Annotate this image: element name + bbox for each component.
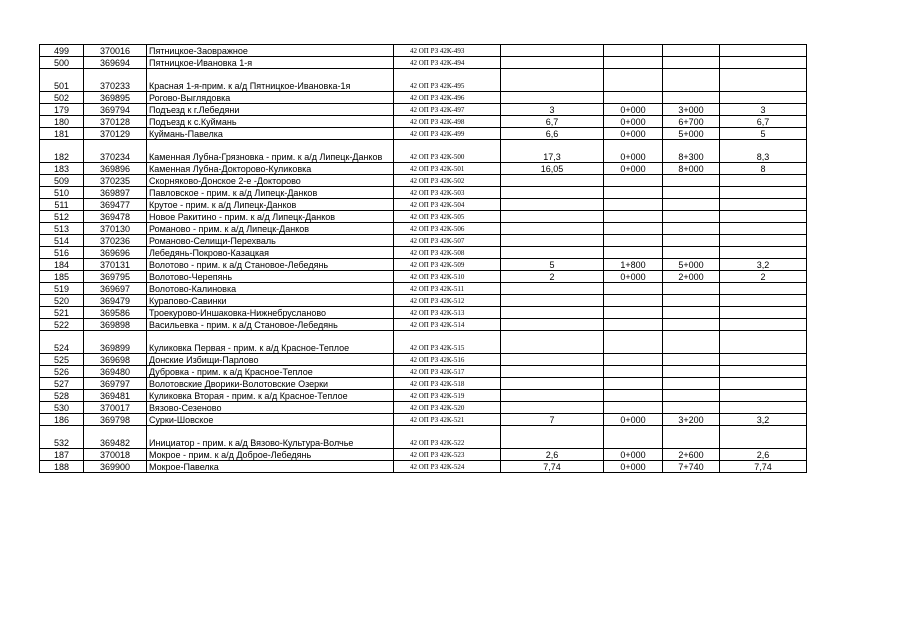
km-start-cell: [604, 175, 663, 187]
km-start-cell: [604, 331, 663, 354]
km-start-cell: [604, 247, 663, 259]
table-row: [40, 354, 807, 366]
km-start-cell: [604, 390, 663, 402]
table-row: [40, 187, 807, 199]
road-id-cell: 369480: [84, 366, 147, 378]
km-start-cell: [604, 295, 663, 307]
length-total-cell: [720, 354, 807, 366]
road-name-cell: Пятницкое-Ивановка 1-я: [147, 57, 394, 69]
length-total-cell: [720, 366, 807, 378]
road-id-cell: 369694: [84, 57, 147, 69]
table-row: [40, 259, 807, 271]
table-row: [40, 449, 807, 461]
row-number-cell: 183: [40, 163, 84, 175]
table-row: [40, 57, 807, 69]
road-id-cell: 369478: [84, 211, 147, 223]
road-name-cell: Васильевка - прим. к а/д Становое-Лебедянь: [147, 319, 394, 331]
length-total-cell: [720, 187, 807, 199]
road-id-cell: 370234: [84, 140, 147, 163]
km-start-cell: 0+000: [604, 271, 663, 283]
row-number-cell: 516: [40, 247, 84, 259]
table-row: [40, 283, 807, 295]
km-end-cell: [663, 283, 720, 295]
length-total-cell: 8,3: [720, 140, 807, 163]
road-name-cell: Каменная Лубна-Докторово-Куликовка: [147, 163, 394, 175]
road-length-cell: 2,6: [501, 449, 604, 461]
length-total-cell: 2,6: [720, 449, 807, 461]
road-length-cell: [501, 92, 604, 104]
road-id-cell: 370233: [84, 69, 147, 92]
road-length-cell: [501, 187, 604, 199]
km-start-cell: 0+000: [604, 116, 663, 128]
road-code-cell: 42 ОП РЗ 42К-524: [394, 461, 501, 473]
km-start-cell: [604, 45, 663, 57]
road-id-cell: 369586: [84, 307, 147, 319]
km-end-cell: 5+000: [663, 128, 720, 140]
table-row: [40, 235, 807, 247]
km-start-cell: [604, 57, 663, 69]
road-id-cell: 370130: [84, 223, 147, 235]
road-name-cell: Куликовка Вторая - прим. к а/д Красное-Теплое: [147, 390, 394, 402]
km-end-cell: [663, 235, 720, 247]
road-length-cell: [501, 175, 604, 187]
road-code-cell: 42 ОП РЗ 42К-508: [394, 247, 501, 259]
road-id-cell: 369795: [84, 271, 147, 283]
km-end-cell: [663, 45, 720, 57]
length-total-cell: 3,2: [720, 414, 807, 426]
road-length-cell: [501, 378, 604, 390]
length-total-cell: [720, 92, 807, 104]
road-length-cell: [501, 69, 604, 92]
length-total-cell: 2: [720, 271, 807, 283]
road-length-cell: [501, 211, 604, 223]
road-code-cell: 42 ОП РЗ 42К-499: [394, 128, 501, 140]
road-name-cell: Романово-Селищи-Перехваль: [147, 235, 394, 247]
km-end-cell: [663, 175, 720, 187]
road-code-cell: 42 ОП РЗ 42К-518: [394, 378, 501, 390]
km-end-cell: [663, 69, 720, 92]
table-row: [40, 128, 807, 140]
length-total-cell: [720, 390, 807, 402]
road-code-cell: 42 ОП РЗ 42К-510: [394, 271, 501, 283]
length-total-cell: 3: [720, 104, 807, 116]
road-code-cell: 42 ОП РЗ 42К-517: [394, 366, 501, 378]
road-id-cell: 369794: [84, 104, 147, 116]
road-length-cell: [501, 223, 604, 235]
row-number-cell: 182: [40, 140, 84, 163]
road-name-cell: Куликовка Первая - прим. к а/д Красное-Теплое: [147, 331, 394, 354]
km-start-cell: [604, 354, 663, 366]
table-row: [40, 140, 807, 163]
road-code-cell: 42 ОП РЗ 42К-511: [394, 283, 501, 295]
km-end-cell: [663, 307, 720, 319]
row-number-cell: 185: [40, 271, 84, 283]
length-total-cell: [720, 235, 807, 247]
length-total-cell: [720, 307, 807, 319]
table-row: [40, 366, 807, 378]
road-id-cell: 370016: [84, 45, 147, 57]
km-start-cell: 0+000: [604, 414, 663, 426]
km-end-cell: 6+700: [663, 116, 720, 128]
table-row: [40, 211, 807, 223]
road-code-cell: 42 ОП РЗ 42К-505: [394, 211, 501, 223]
length-total-cell: [720, 223, 807, 235]
road-id-cell: 369481: [84, 390, 147, 402]
km-end-cell: [663, 57, 720, 69]
road-length-cell: 6,6: [501, 128, 604, 140]
table-row: [40, 175, 807, 187]
km-end-cell: 3+200: [663, 414, 720, 426]
road-name-cell: Мокрое - прим. к а/д Доброе-Лебедянь: [147, 449, 394, 461]
road-name-cell: Каменная Лубна-Грязновка - прим. к а/д Липецк-Данков: [147, 140, 394, 163]
road-name-cell: Курапово-Савинки: [147, 295, 394, 307]
km-end-cell: [663, 378, 720, 390]
row-number-cell: 184: [40, 259, 84, 271]
km-end-cell: [663, 366, 720, 378]
km-end-cell: [663, 187, 720, 199]
km-end-cell: [663, 319, 720, 331]
row-number-cell: 513: [40, 223, 84, 235]
table-row: [40, 319, 807, 331]
road-code-cell: 42 ОП РЗ 42К-521: [394, 414, 501, 426]
road-code-cell: 42 ОП РЗ 42К-507: [394, 235, 501, 247]
road-id-cell: 369477: [84, 199, 147, 211]
row-number-cell: 181: [40, 128, 84, 140]
km-end-cell: 7+740: [663, 461, 720, 473]
road-name-cell: Крутое - прим. к а/д Липецк-Данков: [147, 199, 394, 211]
length-total-cell: [720, 426, 807, 449]
row-number-cell: 520: [40, 295, 84, 307]
road-id-cell: 369698: [84, 354, 147, 366]
road-id-cell: 369696: [84, 247, 147, 259]
row-number-cell: 179: [40, 104, 84, 116]
km-start-cell: [604, 92, 663, 104]
km-end-cell: 2+000: [663, 271, 720, 283]
road-length-cell: 7,74: [501, 461, 604, 473]
table-row: [40, 247, 807, 259]
road-code-cell: 42 ОП РЗ 42К-503: [394, 187, 501, 199]
road-length-cell: [501, 307, 604, 319]
row-number-cell: 528: [40, 390, 84, 402]
road-id-cell: 370131: [84, 259, 147, 271]
road-name-cell: Сурки-Шовское: [147, 414, 394, 426]
km-end-cell: [663, 402, 720, 414]
road-id-cell: 369899: [84, 331, 147, 354]
road-code-cell: 42 ОП РЗ 42К-497: [394, 104, 501, 116]
road-length-cell: 2: [501, 271, 604, 283]
length-total-cell: [720, 319, 807, 331]
road-length-cell: 5: [501, 259, 604, 271]
length-total-cell: 3,2: [720, 259, 807, 271]
road-length-cell: [501, 402, 604, 414]
road-code-cell: 42 ОП РЗ 42К-514: [394, 319, 501, 331]
road-code-cell: 42 ОП РЗ 42К-522: [394, 426, 501, 449]
road-id-cell: 370018: [84, 449, 147, 461]
length-total-cell: [720, 402, 807, 414]
roads-table: [39, 44, 807, 473]
table-row: [40, 307, 807, 319]
km-end-cell: 3+000: [663, 104, 720, 116]
road-code-cell: 42 ОП РЗ 42К-506: [394, 223, 501, 235]
road-id-cell: 370128: [84, 116, 147, 128]
km-end-cell: [663, 390, 720, 402]
road-code-cell: 42 ОП РЗ 42К-513: [394, 307, 501, 319]
road-name-cell: Куймань-Павелка: [147, 128, 394, 140]
table-row: [40, 426, 807, 449]
road-code-cell: 42 ОП РЗ 42К-515: [394, 331, 501, 354]
road-id-cell: 370017: [84, 402, 147, 414]
table-row: [40, 104, 807, 116]
km-end-cell: [663, 295, 720, 307]
road-code-cell: 42 ОП РЗ 42К-520: [394, 402, 501, 414]
road-code-cell: 42 ОП РЗ 42К-516: [394, 354, 501, 366]
row-number-cell: 500: [40, 57, 84, 69]
km-end-cell: [663, 247, 720, 259]
road-name-cell: Красная 1-я-прим. к а/д Пятницкое-Ивановка-1я: [147, 69, 394, 92]
row-number-cell: 521: [40, 307, 84, 319]
row-number-cell: 532: [40, 426, 84, 449]
row-number-cell: 502: [40, 92, 84, 104]
road-name-cell: Подъезд к с.Куймань: [147, 116, 394, 128]
table-row: [40, 295, 807, 307]
road-code-cell: 42 ОП РЗ 42К-493: [394, 45, 501, 57]
length-total-cell: [720, 247, 807, 259]
km-end-cell: [663, 223, 720, 235]
road-name-cell: Скорняково-Донское 2-е -Докторово: [147, 175, 394, 187]
road-code-cell: 42 ОП РЗ 42К-501: [394, 163, 501, 175]
road-id-cell: 369479: [84, 295, 147, 307]
row-number-cell: 187: [40, 449, 84, 461]
road-name-cell: Волотово-Черепянь: [147, 271, 394, 283]
km-end-cell: 5+000: [663, 259, 720, 271]
row-number-cell: 188: [40, 461, 84, 473]
road-length-cell: [501, 235, 604, 247]
length-total-cell: 5: [720, 128, 807, 140]
length-total-cell: [720, 211, 807, 223]
table-row: [40, 390, 807, 402]
table-row: [40, 271, 807, 283]
road-name-cell: Волотово-Калиновка: [147, 283, 394, 295]
table-row: [40, 69, 807, 92]
km-end-cell: [663, 199, 720, 211]
road-code-cell: 42 ОП РЗ 42К-500: [394, 140, 501, 163]
length-total-cell: [720, 199, 807, 211]
road-name-cell: Вязово-Сезеново: [147, 402, 394, 414]
length-total-cell: 7,74: [720, 461, 807, 473]
km-end-cell: 2+600: [663, 449, 720, 461]
table-row: [40, 461, 807, 473]
table-row: [40, 378, 807, 390]
table-row: [40, 402, 807, 414]
km-start-cell: [604, 366, 663, 378]
row-number-cell: 501: [40, 69, 84, 92]
row-number-cell: 530: [40, 402, 84, 414]
km-start-cell: [604, 69, 663, 92]
road-id-cell: 370236: [84, 235, 147, 247]
row-number-cell: 519: [40, 283, 84, 295]
table-row: [40, 45, 807, 57]
table-body: [40, 45, 807, 473]
row-number-cell: 525: [40, 354, 84, 366]
road-name-cell: Донские Избищи-Парлово: [147, 354, 394, 366]
road-code-cell: 42 ОП РЗ 42К-512: [394, 295, 501, 307]
table-row: [40, 116, 807, 128]
table-row: [40, 331, 807, 354]
table-row: [40, 92, 807, 104]
road-name-cell: Пятницкое-Заовражное: [147, 45, 394, 57]
length-total-cell: [720, 283, 807, 295]
km-start-cell: 0+000: [604, 128, 663, 140]
road-id-cell: 369895: [84, 92, 147, 104]
row-number-cell: 522: [40, 319, 84, 331]
road-id-cell: 369697: [84, 283, 147, 295]
row-number-cell: 180: [40, 116, 84, 128]
row-number-cell: 527: [40, 378, 84, 390]
row-number-cell: 512: [40, 211, 84, 223]
row-number-cell: 499: [40, 45, 84, 57]
road-name-cell: Мокрое-Павелка: [147, 461, 394, 473]
road-name-cell: Рогово-Выглядовка: [147, 92, 394, 104]
length-total-cell: 8: [720, 163, 807, 175]
km-start-cell: [604, 211, 663, 223]
road-length-cell: [501, 426, 604, 449]
km-end-cell: 8+300: [663, 140, 720, 163]
length-total-cell: [720, 331, 807, 354]
km-end-cell: [663, 331, 720, 354]
road-code-cell: 42 ОП РЗ 42К-519: [394, 390, 501, 402]
road-name-cell: Волотово - прим. к а/д Становое-Лебедянь: [147, 259, 394, 271]
road-name-cell: Волотовские Дворики-Волотовские Озерки: [147, 378, 394, 390]
length-total-cell: [720, 295, 807, 307]
road-length-cell: [501, 331, 604, 354]
road-length-cell: [501, 283, 604, 295]
road-length-cell: 7: [501, 414, 604, 426]
row-number-cell: 509: [40, 175, 84, 187]
road-length-cell: [501, 295, 604, 307]
row-number-cell: 514: [40, 235, 84, 247]
road-length-cell: [501, 57, 604, 69]
road-name-cell: Инициатор - прим. к а/д Вязово-Культура-Волчье: [147, 426, 394, 449]
table-row: [40, 199, 807, 211]
road-length-cell: 6,7: [501, 116, 604, 128]
length-total-cell: [720, 45, 807, 57]
road-id-cell: 369896: [84, 163, 147, 175]
road-length-cell: [501, 366, 604, 378]
km-start-cell: [604, 187, 663, 199]
length-total-cell: [720, 175, 807, 187]
km-start-cell: [604, 199, 663, 211]
length-total-cell: 6,7: [720, 116, 807, 128]
row-number-cell: 511: [40, 199, 84, 211]
road-length-cell: [501, 199, 604, 211]
km-start-cell: 0+000: [604, 104, 663, 116]
km-start-cell: [604, 319, 663, 331]
row-number-cell: 526: [40, 366, 84, 378]
length-total-cell: [720, 57, 807, 69]
km-start-cell: [604, 307, 663, 319]
road-name-cell: Троекурово-Иншаковка-Нижнебрусланово: [147, 307, 394, 319]
road-id-cell: 370235: [84, 175, 147, 187]
km-end-cell: [663, 426, 720, 449]
table-row: [40, 414, 807, 426]
road-length-cell: [501, 247, 604, 259]
road-length-cell: [501, 354, 604, 366]
road-id-cell: 369482: [84, 426, 147, 449]
km-end-cell: [663, 211, 720, 223]
road-id-cell: 369900: [84, 461, 147, 473]
road-id-cell: 369797: [84, 378, 147, 390]
km-start-cell: [604, 378, 663, 390]
table-row: [40, 163, 807, 175]
road-code-cell: 42 ОП РЗ 42К-504: [394, 199, 501, 211]
road-length-cell: [501, 45, 604, 57]
road-length-cell: [501, 390, 604, 402]
km-start-cell: [604, 283, 663, 295]
row-number-cell: 186: [40, 414, 84, 426]
road-name-cell: Дубровка - прим. к а/д Красное-Теплое: [147, 366, 394, 378]
road-name-cell: Новое Ракитино - прим. к а/д Липецк-Данков: [147, 211, 394, 223]
road-name-cell: Павловское - прим. к а/д Липецк-Данков: [147, 187, 394, 199]
km-start-cell: [604, 235, 663, 247]
row-number-cell: 510: [40, 187, 84, 199]
road-length-cell: 3: [501, 104, 604, 116]
road-id-cell: 370129: [84, 128, 147, 140]
road-code-cell: 42 ОП РЗ 42К-496: [394, 92, 501, 104]
km-end-cell: [663, 354, 720, 366]
road-code-cell: 42 ОП РЗ 42К-494: [394, 57, 501, 69]
row-number-cell: 524: [40, 331, 84, 354]
km-start-cell: 1+800: [604, 259, 663, 271]
road-code-cell: 42 ОП РЗ 42К-523: [394, 449, 501, 461]
road-code-cell: 42 ОП РЗ 42К-495: [394, 69, 501, 92]
road-name-cell: Подъезд к г.Лебедяни: [147, 104, 394, 116]
km-start-cell: [604, 426, 663, 449]
km-start-cell: 0+000: [604, 163, 663, 175]
road-name-cell: Лебедянь-Покрово-Казацкая: [147, 247, 394, 259]
km-end-cell: [663, 92, 720, 104]
road-id-cell: 369898: [84, 319, 147, 331]
road-id-cell: 369897: [84, 187, 147, 199]
road-name-cell: Романово - прим. к а/д Липецк-Данков: [147, 223, 394, 235]
road-id-cell: 369798: [84, 414, 147, 426]
road-length-cell: 16,05: [501, 163, 604, 175]
road-code-cell: 42 ОП РЗ 42К-509: [394, 259, 501, 271]
km-start-cell: 0+000: [604, 461, 663, 473]
road-length-cell: [501, 319, 604, 331]
km-start-cell: 0+000: [604, 140, 663, 163]
table-row: [40, 223, 807, 235]
road-length-cell: 17,3: [501, 140, 604, 163]
length-total-cell: [720, 378, 807, 390]
km-start-cell: [604, 223, 663, 235]
km-start-cell: 0+000: [604, 449, 663, 461]
road-code-cell: 42 ОП РЗ 42К-502: [394, 175, 501, 187]
length-total-cell: [720, 69, 807, 92]
km-end-cell: 8+000: [663, 163, 720, 175]
road-code-cell: 42 ОП РЗ 42К-498: [394, 116, 501, 128]
km-start-cell: [604, 402, 663, 414]
